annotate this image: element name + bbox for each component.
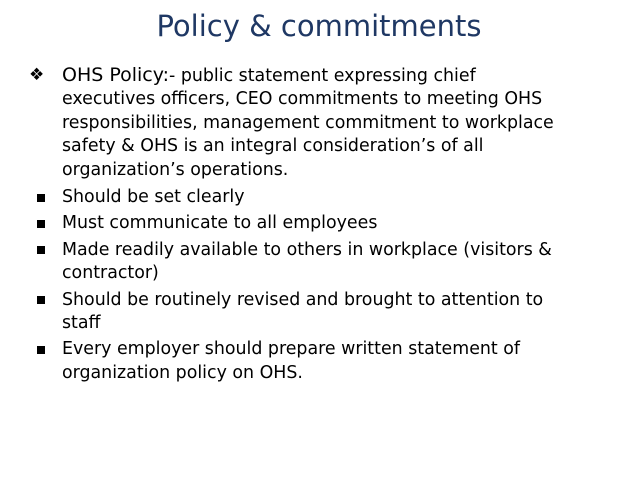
slide-content	[29, 64, 630, 388]
bullet-text-line-2: organization policy on OHS.	[62, 362, 303, 383]
bullet-text-line-1: Every employer should prepare written statement of	[62, 339, 521, 360]
bullet-item-available	[34, 239, 630, 286]
square-bullet-icon	[34, 289, 58, 312]
square-bullet-icon	[34, 338, 58, 361]
policy-text-line-2: executives officers, CEO commitments to meeting OHS	[62, 89, 543, 110]
square-bullet-icon	[34, 186, 58, 209]
bullet-text-line-1: Should be routinely revised and brought to attention to	[62, 289, 544, 310]
bullet-item-ohs-policy	[29, 64, 630, 182]
policy-label: OHS Policy:	[62, 64, 170, 86]
bullet-text-line-1: Made readily available to others in workplace (visitors &	[62, 239, 552, 260]
square-bullet-icon	[34, 239, 58, 262]
bullet-text-line-2: contractor)	[62, 263, 159, 284]
bullet-text: Should be set clearly	[62, 187, 245, 208]
bullet-text-line-2: staff	[62, 313, 101, 334]
square-bullet-icon	[34, 212, 58, 235]
bullet-item-set-clearly	[34, 186, 630, 209]
slide-title: Policy & commitments	[156, 9, 482, 43]
bullet-item-revised	[34, 289, 630, 336]
policy-text-line-4: safety & OHS is an integral consideration’s of all	[62, 136, 484, 157]
bullet-item-written-statement	[34, 338, 630, 385]
policy-text-line-1: - public statement expressing chief	[169, 66, 476, 86]
bullet-line	[62, 64, 630, 88]
policy-text-line-5: organization’s operations.	[62, 159, 289, 180]
bullet-item-communicate	[34, 212, 630, 235]
policy-text-line-3: responsibilities, management commitment to workplace	[62, 112, 554, 133]
diamond-bullet-icon: ❖	[29, 65, 45, 85]
bullet-text: Must communicate to all employees	[62, 213, 378, 234]
